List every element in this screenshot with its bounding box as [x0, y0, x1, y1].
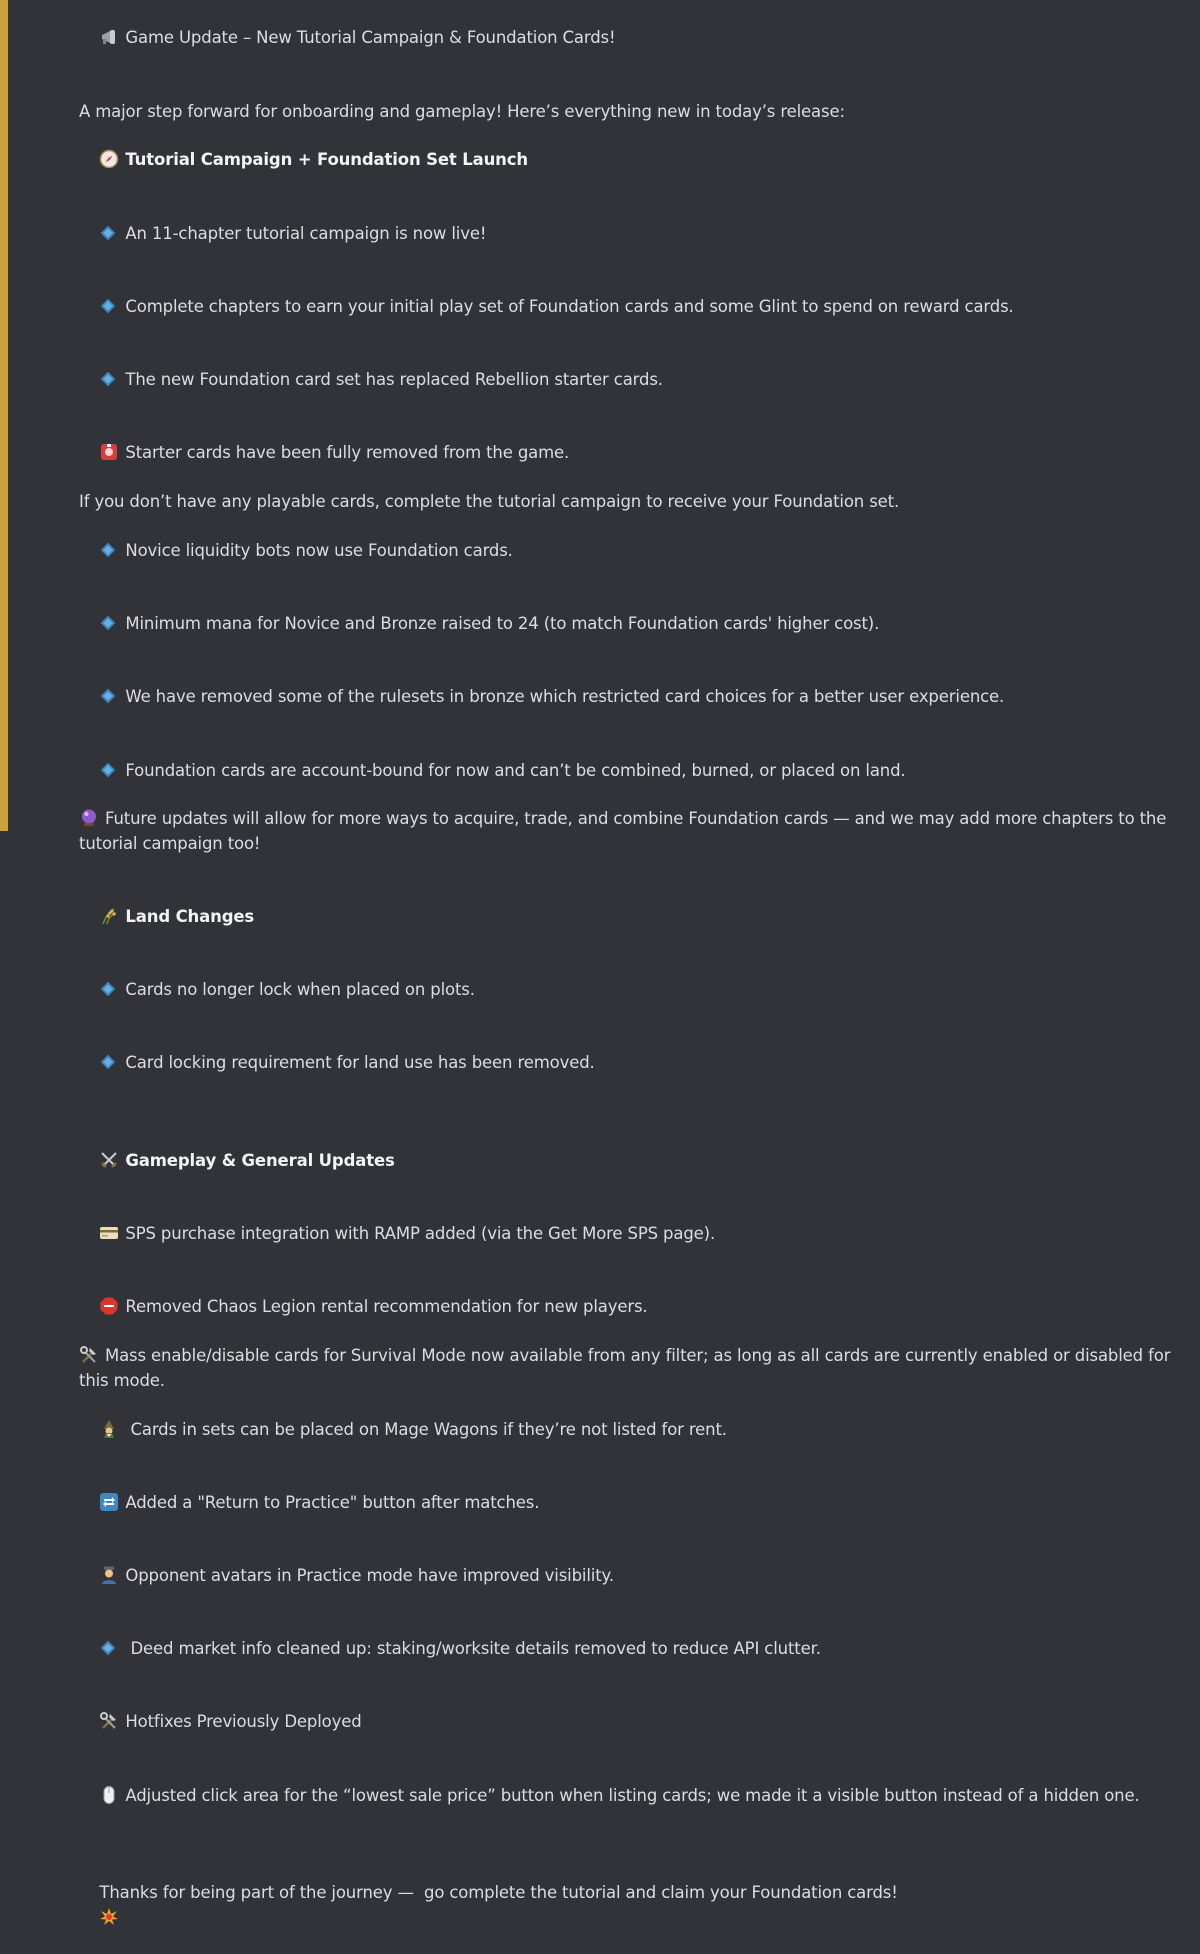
gameplay-bullet-4: Cards in sets can be placed on Mage Wagons if they’re not listed for rent.	[79, 1393, 1189, 1466]
gameplay-bullet-7: Deed market info cleaned up: staking/worksite details removed to reduce API clutter.	[79, 1613, 1189, 1686]
stop-sign-icon	[99, 1296, 119, 1316]
credit-card-icon	[99, 1223, 119, 1243]
tools-icon	[99, 1711, 119, 1731]
tutorial-bullet-5: Novice liquidity bots now use Foundation cards.	[79, 515, 1189, 588]
blue-diamond-icon	[99, 369, 119, 389]
blue-diamond-icon	[99, 296, 119, 316]
gameplay-bullet-3: Mass enable/disable cards for Survival Mode now available from any filter; as long as all cards are currently enabled or disabled for this mode.	[79, 1346, 1171, 1390]
tutorial-bullet-6: Minimum mana for Novice and Bronze raised to 24 (to match Foundation cards' higher cost).	[79, 588, 1189, 661]
mage-icon	[99, 1419, 119, 1439]
gameplay-heading-line	[79, 1125, 1189, 1198]
crystal-ball-icon	[79, 808, 99, 828]
collision-icon	[99, 1907, 119, 1927]
blue-diamond-icon	[99, 686, 119, 706]
land-heading: Land Changes	[125, 907, 255, 926]
blue-diamond-icon	[99, 979, 119, 999]
intro-text: A major step forward for onboarding and gameplay! Here’s everything new in today’s release:	[79, 101, 845, 121]
repeat-icon	[99, 1492, 119, 1512]
blue-diamond-icon	[99, 1052, 119, 1072]
blue-diamond-icon	[99, 760, 119, 780]
gameplay-bullet-1: SPS purchase integration with RAMP added (via the Get More SPS page).	[79, 1198, 1189, 1271]
rice-icon	[99, 906, 119, 926]
tutorial-bullet-3: The new Foundation card set has replaced Rebellion starter cards.	[79, 344, 1189, 417]
tutorial-bullet-2: Complete chapters to earn your initial play set of Foundation cards and some Glint to spend on reward cards.	[79, 270, 1189, 343]
closing-text: Thanks for being part of the journey — go complete the tutorial and claim your Foundation cards!	[99, 1883, 898, 1903]
crossed-swords-icon	[99, 1150, 119, 1170]
person-icon	[99, 1565, 119, 1585]
blue-diamond-icon	[99, 540, 119, 560]
closing-line	[79, 1857, 1189, 1954]
announcement-title: Game Update – New Tutorial Campaign & Foundation Cards!	[125, 28, 616, 48]
siren-icon	[99, 442, 119, 462]
tutorial-bullet-9: Future updates will allow for more ways to acquire, trade, and combine Foundation cards — and we may add more chapters to the tutorial campaign too!	[79, 809, 1167, 853]
tutorial-note: If you don’t have any playable cards, complete the tutorial campaign to receive your Foundation set.	[79, 492, 900, 512]
megaphone-icon	[99, 27, 119, 47]
tutorial-bullet-7: We have removed some of the rulesets in bronze which restricted card choices for a better user experience.	[79, 661, 1189, 734]
blue-diamond-icon	[99, 1638, 119, 1658]
gameplay-bullet-6: Opponent avatars in Practice mode have improved visibility.	[79, 1540, 1189, 1613]
mouse-icon	[99, 1785, 119, 1805]
tutorial-heading-line	[79, 124, 1189, 197]
blue-diamond-icon	[99, 613, 119, 633]
gameplay-bullet-5: Added a "Return to Practice" button after matches.	[79, 1466, 1189, 1539]
message-content	[79, 2, 1189, 1954]
compass-icon	[99, 149, 119, 169]
blue-diamond-icon	[99, 223, 119, 243]
tutorial-bullet-4: Starter cards have been fully removed from the game.	[79, 417, 1189, 490]
gameplay-bullet-9: Adjusted click area for the “lowest sale price” button when listing cards; we made it a visible button instead of a hidden one.	[79, 1759, 1189, 1832]
announcement-title-line	[79, 2, 1189, 75]
gameplay-heading: Gameplay & General Updates	[125, 1151, 395, 1171]
gameplay-bullet-2: Removed Chaos Legion rental recommendation for new players.	[79, 1271, 1189, 1344]
gameplay-bullet-8: Hotfixes Previously Deployed	[79, 1686, 1189, 1759]
tools-icon	[79, 1345, 99, 1365]
tutorial-heading: Tutorial Campaign + Foundation Set Launch	[125, 150, 529, 170]
land-bullet-2: Card locking requirement for land use has been removed.	[79, 1027, 1189, 1100]
tutorial-bullet-1: An 11-chapter tutorial campaign is now live!	[79, 197, 1189, 270]
land-bullet-1: Cards no longer lock when placed on plots.	[79, 954, 1189, 1027]
land-heading-line	[79, 881, 1189, 954]
tutorial-bullet-8: Foundation cards are account-bound for now and can’t be combined, burned, or placed on land.	[79, 734, 1189, 807]
message-accent-bar	[0, 0, 8, 831]
